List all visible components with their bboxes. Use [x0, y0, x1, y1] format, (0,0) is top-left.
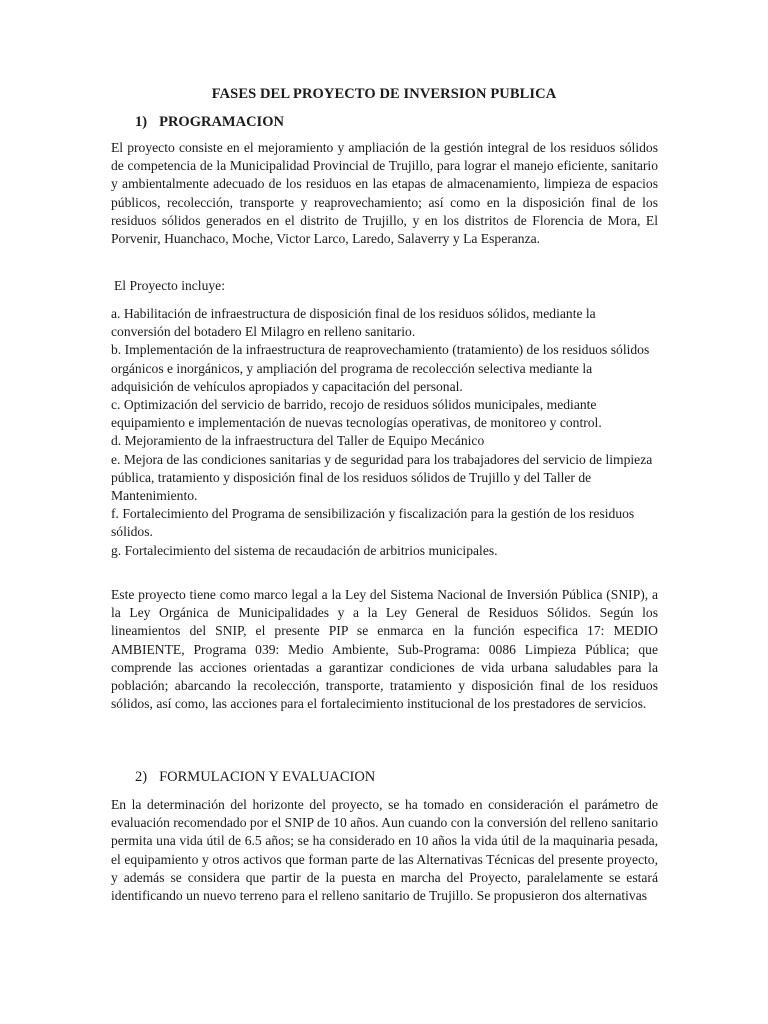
list-item-f: f. Fortalecimiento del Programa de sensibilización y fiscalización para la gestión de los residuos sólidos. [111, 506, 635, 540]
section-1-title: PROGRAMACION [159, 114, 284, 130]
section-1-intro: El Proyecto incluye: [114, 278, 225, 293]
list-item-b: b. Implementación de la infraestructura de reaprovechamiento (tratamiento) de los residuos sólidos orgánicos e inorgánicos, y ampliación del programa de recolección selectiva mediante la adquisición de vehículos apropiados y capacitación del personal. [111, 342, 650, 394]
section-2-title: FORMULACION Y EVALUACION [159, 769, 376, 785]
list-item-a: a. Habilitación de infraestructura de disposición final de los residuos sólidos, mediante la conversión del botadero El Milagro en relleno sanitario. [111, 306, 596, 340]
section-2-paragraph: En la determinación del horizonte del proyecto, se ha tomado en consideración el parámetro de evaluación recomendado por el SNIP de 10 años. Aun cuando con la conversión del relleno sanitario permita una vida útil de 6.5 años; se ha considerado en 10 años la vida útil de la maquinaria pesada, el equipamiento y otros activos que forman parte de las Alternativas Técnicas del presente proyecto, y además se considera que partir de la puesta en marcha del Proyecto, paralelamente se estará identificando un nuevo terreno para el relleno sanitario de Trujillo. Se propusieron dos alternativas [111, 797, 658, 904]
section-1-paragraph: El proyecto consiste en el mejoramiento y ampliación de la gestión integral de los residuos sólidos de competencia de la Municipalidad Provincial de Trujillo, para lograr el manejo eficiente, sanitario y ambientalmente adecuado de los residuos en las etapas de almacenamiento, limpieza de espacios públicos, recolección, transporte y reaprovechamiento; así como en la disposición final de los residuos sólidos generados en el distrito de Trujillo, y en los distritos de Florencia de Mora, El Porvenir, Huanchaco, Moche, Victor Larco, Laredo, Salaverry y La Esperanza. [111, 140, 658, 247]
section-1-number: 1) [135, 114, 148, 130]
list-item-e: e. Mejora de las condiciones sanitarias y de seguridad para los trabajadores del servicio de limpieza pública, tratamiento y disposición final de los residuos sólidos de Trujillo y del Taller de Mantenimiento. [111, 451, 653, 504]
section-2-heading [135, 769, 375, 786]
legal-framework-paragraph: Este proyecto tiene como marco legal a la Ley del Sistema Nacional de Inversión Pública (SNIP), a la Ley Orgánica de Municipalidades y a la Ley General de Residuos Sólidos. Según los lineamientos del SNIP, el presente PIP se enmarca en la función especifica 17: MEDIO AMBIENTE, Programa 039: Medio Ambiente, Sub-Programa: 0086 Limpieza Pública; que comprende las acciones orientadas a garantizar condiciones de vida urbana saludables para la población; abarcando la recolección, transporte, tratamiento y disposición final de los residuos sólidos, así como, las acciones para el fortalecimiento institucional de los prestadores de servicios. [111, 587, 658, 712]
document-title: FASES DEL PROYECTO DE INVERSION PUBLICA [211, 86, 557, 102]
section-2-number: 2) [135, 769, 148, 785]
list-item-d: d. Mejoramiento de la infraestructura del Taller de Equipo Mecánico [111, 433, 485, 449]
list-item-g: g. Fortalecimiento del sistema de recaudación de arbitrios municipales. [111, 542, 498, 558]
list-item-c: c. Optimización del servicio de barrido, recojo de residuos sólidos municipales, mediante equipamiento e implementación de nuevas tecnologías operativas, de monitoreo y control. [111, 397, 602, 431]
section-1-heading [135, 114, 284, 131]
project-items-list [111, 305, 658, 560]
